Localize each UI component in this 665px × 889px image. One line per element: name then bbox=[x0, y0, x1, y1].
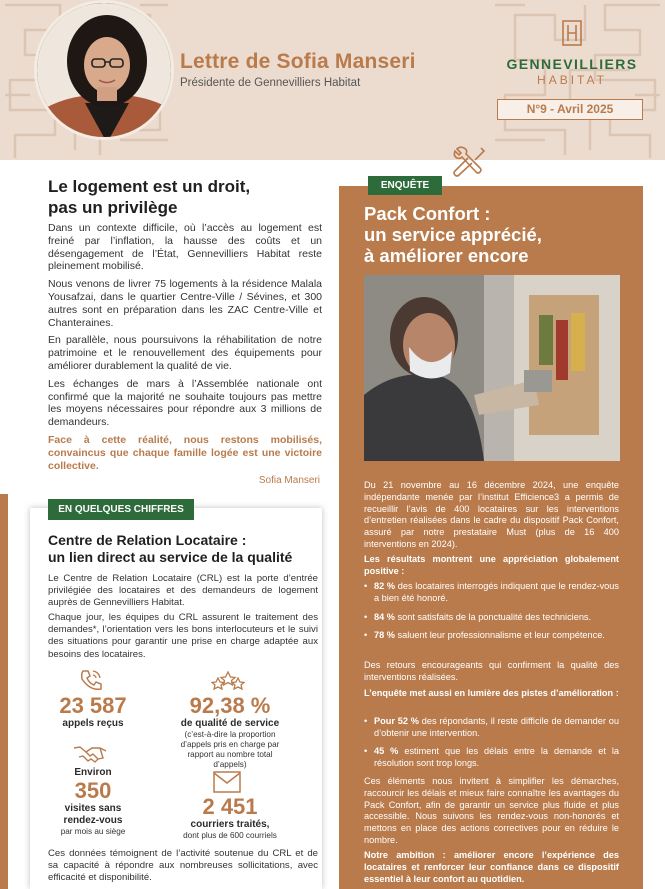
piste-pct: 45 % bbox=[374, 746, 399, 756]
letter-emphasis: Face à cette réalité, nous restons mobilisés, convaincus que chaque famille logée est une victoire collective. bbox=[48, 433, 322, 472]
result-pct: 78 % bbox=[374, 630, 395, 640]
stat-label: courriers traités, bbox=[190, 819, 270, 830]
stat-value: 92,38 % bbox=[189, 693, 271, 718]
piste-pct: Pour 52 % bbox=[374, 716, 419, 726]
enquete-ambition-text: Notre ambition : améliorer encore l’expérience des locataires et renforcer leur confiance dans ce dispositif essentiel à leur confort au quotidien. bbox=[364, 850, 619, 884]
letter-paragraph: En parallèle, nous poursuivons la réhabilitation de notre patrimoine et le renouvellement des équipements pour améliorer durablement la qualité de vie. bbox=[48, 334, 322, 372]
stat-quality bbox=[170, 694, 290, 770]
portrait-photo bbox=[34, 0, 174, 140]
stat-note: dont plus de 600 courriels bbox=[183, 831, 277, 840]
piste-item bbox=[364, 746, 619, 770]
result-text: saluent leur professionnalisme et leur compétence. bbox=[397, 630, 605, 640]
brand-logo bbox=[497, 20, 647, 87]
stat-value: 350 bbox=[74, 778, 112, 803]
crl-paragraph: Le Centre de Relation Locataire (CRL) est la porte d’entrée privilégiée des locataires et des demandeurs de logement auprès de Gennevilliers Habitat. bbox=[48, 573, 318, 609]
crl-paragraph: Chaque jour, les équipes du CRL assurent le traitement des demandes*, l’orientation vers les bons interlocuteurs et le suivi des situations pour garantir une prise en charge adaptée aux besoins des locataires. bbox=[48, 612, 318, 660]
piste-text: des répondants, il reste difficile de demander ou d’obtenir une intervention. bbox=[374, 716, 619, 738]
result-item bbox=[364, 581, 619, 605]
letter-paragraph: Nous venons de livrer 75 logements à la résidence Malala Yousafzai, dans le quartier Centre-Ville / Sévines, et 300 autres sont en préparation dans les ZAC Centre-Ville et Chanteraines. bbox=[48, 278, 322, 329]
result-item bbox=[364, 630, 619, 642]
letter-headline-line1: Le logement est un droit, bbox=[48, 177, 251, 196]
piste-text: estiment que les délais entre la demande et la résolution sont trop longs. bbox=[374, 746, 619, 768]
phone-icon bbox=[78, 668, 104, 692]
crl-title-line2: un lien direct au service de la qualité bbox=[48, 549, 293, 565]
results-heading-text: Les résultats montrent une appréciation globalement positive : bbox=[364, 554, 619, 576]
piste-item bbox=[364, 716, 619, 740]
enquete-intro: Du 21 novembre au 16 décembre 2024, une enquête indépendante menée par l’institut Efficience3 a permis de recueillir l’avis de 400 locataires sur les interventions d’entretien réalisées dans le cadre du dispositif Pack Confort, assuré par notre prestataire Must (plus de 16 400 interventions en 2024). bbox=[364, 480, 619, 549]
enquete-title-line1: Pack Confort : bbox=[364, 203, 491, 224]
accent-bar bbox=[0, 494, 8, 889]
enquete-conclusion: Ces éléments nous invitent à simplifier les démarches, raccourcir les délais et mieux faire connaître les avantages du Pack Confort, afin de garantir un service plus fluide et plus accessible. Nous suivons les rendez-vous non-honorés et mettons en place des actions correctives pour en réduire le nombre. bbox=[364, 776, 619, 845]
result-text: des locataires interrogés indiquent que le rendez-vous a bien été honoré. bbox=[374, 581, 619, 603]
pistes-heading bbox=[364, 688, 619, 700]
enquete-retours: Des retours encourageants qui confirment la qualité des interventions réalisées. bbox=[364, 660, 619, 682]
pistes-heading-text: L’enquête met aussi en lumière des pistes d’amélioration : bbox=[364, 688, 619, 698]
crl-footer: Ces données témoignent de l’activité soutenue du CRL et de sa capacité à répondre aux nombreuses sollicitations, avec efficacité et disponibilité. bbox=[48, 848, 318, 884]
issue-badge: N°9 - Avril 2025 bbox=[497, 99, 643, 120]
logo-mark-icon bbox=[562, 20, 582, 46]
stat-label: visites sans rendez-vous bbox=[63, 803, 123, 826]
result-text: sont satisfaits de la ponctualité des techniciens. bbox=[397, 612, 592, 622]
stat-mail bbox=[170, 795, 290, 841]
letter-title: Lettre de Sofia Manseri bbox=[180, 50, 416, 73]
handshake-icon bbox=[73, 743, 107, 765]
letter-signature: Sofia Manseri bbox=[258, 475, 320, 486]
stat-label: appels reçus bbox=[62, 718, 124, 729]
stat-visits bbox=[48, 767, 138, 837]
stat-label: de qualité de service bbox=[180, 718, 280, 729]
result-pct: 82 % bbox=[374, 581, 396, 591]
crl-title-line1: Centre de Relation Locataire : bbox=[48, 532, 247, 548]
stat-value: 2 451 bbox=[202, 794, 258, 819]
tools-icon bbox=[451, 145, 487, 179]
enquete-title-line3: à améliorer encore bbox=[364, 245, 529, 266]
header-banner bbox=[0, 0, 665, 160]
enquete-ambition bbox=[364, 850, 619, 885]
result-pct: 84 % bbox=[374, 612, 395, 622]
letter-headline-line2: pas un privilège bbox=[48, 198, 178, 217]
stars-icon bbox=[210, 668, 246, 692]
result-item bbox=[364, 612, 619, 624]
letter-paragraph: Dans un contexte difficile, où l’accès au logement est freiné par l’inflation, la hausse des coûts et un désengagement de l’État, Gennevilliers Habitat reste pleinement mobilisé. bbox=[48, 222, 322, 273]
stat-note: (c’est-à-dire la proportion d’appels pris en charge par rapport au nombre total d’appels) bbox=[180, 730, 280, 769]
letter-paragraph: Les échanges de mars à l’Assemblée nationale ont confirmé que la majorité ne souhaite toujours pas mettre les moyens nécessaires pour répondre aux 3 millions de demandeurs. bbox=[48, 377, 322, 429]
enquete-title-line2: un service apprécié, bbox=[364, 224, 542, 245]
stat-prefix: Environ bbox=[74, 767, 112, 778]
results-heading bbox=[364, 554, 619, 578]
stat-calls bbox=[48, 694, 138, 730]
enquete-title bbox=[364, 203, 634, 266]
stat-note: par mois au siège bbox=[60, 827, 126, 836]
logo-sub: HABITAT bbox=[537, 73, 607, 87]
letter-body bbox=[48, 222, 322, 477]
enquete-tag: ENQUÊTE bbox=[368, 176, 442, 195]
chiffres-tag: EN QUELQUES CHIFFRES bbox=[48, 499, 194, 520]
technician-photo bbox=[364, 275, 620, 461]
letter-subtitle: Présidente de Gennevilliers Habitat bbox=[180, 77, 361, 89]
stat-value: 23 587 bbox=[59, 693, 127, 718]
crl-title bbox=[48, 532, 318, 566]
letter-headline bbox=[48, 176, 318, 218]
mail-icon bbox=[213, 771, 241, 793]
logo-name: GENNEVILLIERS bbox=[506, 56, 638, 72]
